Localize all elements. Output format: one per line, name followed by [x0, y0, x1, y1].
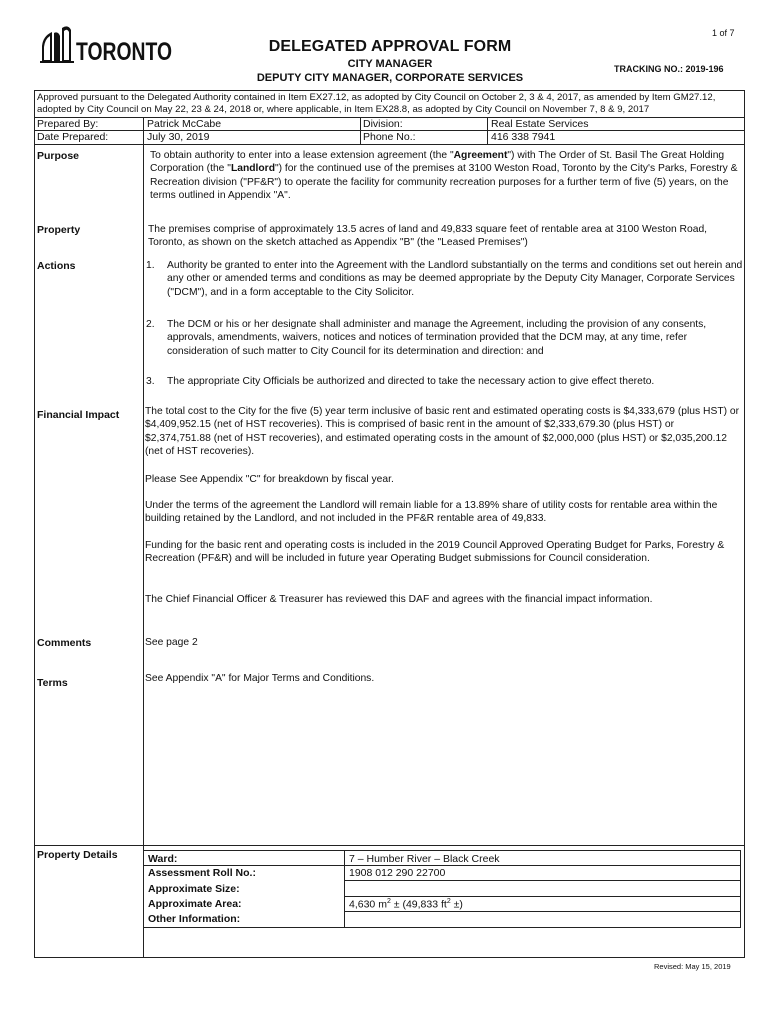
comments-text: See page 2: [145, 637, 198, 648]
financial-paragraph: Funding for the basic rent and operating costs is included in the 2019 Council Approved Operating Budget for Parks, Forestry & Recreation (PF&R) and will be included in future year Operating Budget submissions for Council consideration.: [145, 540, 725, 565]
revised-date: Revised: May 15, 2019: [654, 962, 731, 971]
action-item: Authority be granted to enter into the Agreement with the Landlord substantially on the terms and conditions set out herein and any other or amended terms and conditions as may be deemed appropriate by the Deputy City Manager, Corporate Services ("DCM"), and in a form acceptable to the City Solicitor.: [167, 260, 743, 298]
prepared-by-label: Prepared By:: [37, 118, 99, 130]
action-number: 1.: [146, 260, 155, 271]
date-prepared-label: Date Prepared:: [37, 131, 109, 143]
property-label: Property: [37, 224, 81, 236]
ward-label: Ward:: [148, 853, 178, 865]
approximate-area-label: Approximate Area:: [148, 898, 242, 910]
action-item: The DCM or his or her designate shall administer and manage the Agreement, including the provision of any consents, approvals, amendments, waivers, notices and notices of termination provided that the DCM may, at any time, refer consideration of such matter to City Council for its determination and direction: and: [167, 319, 707, 357]
divider: [34, 845, 745, 846]
approval-authority-text: Approved pursuant to the Delegated Authority contained in Item EX27.12, as adopted by City Council on October 2, 3 & 4, 2017, as amended by Item GM27.12, adopted by City Council on May 22, 23 & 24, 2018 or, where applicable, in Item EX28.8, as adopted by City Council on November 7, 8 & 9, 2017: [37, 92, 716, 115]
actions-label: Actions: [37, 260, 76, 272]
city-hall-logo-icon: [40, 24, 174, 64]
divider: [34, 144, 745, 145]
financial-paragraph: Please See Appendix "C" for breakdown by fiscal year.: [145, 474, 394, 485]
assessment-roll-label: Assessment Roll No.:: [148, 867, 256, 879]
financial-paragraph: Under the terms of the agreement the Landlord will remain liable for a 13.89% share of utility costs for rentable area within the building retained by the Landlord, and not included in the PF&R rentable area of 49,833.: [145, 500, 718, 525]
terms-text: See Appendix "A" for Major Terms and Conditions.: [145, 673, 375, 684]
approximate-area-value: 4,630 $m^2 \pm (49,833$ $ft^2$ ±): [349, 898, 463, 911]
purpose-label: Purpose: [37, 150, 80, 162]
column-divider: [360, 117, 361, 144]
form-subtitle-city-manager: CITY MANAGER: [347, 58, 433, 70]
action-item: The appropriate City Officials be authorized and directed to take the necessary action to give effect thereto.: [167, 376, 655, 387]
action-number: 2.: [146, 319, 155, 330]
financial-paragraph: The Chief Financial Officer & Treasurer has reviewed this DAF and agrees with the financial impact information.: [145, 594, 653, 605]
tracking-number: TRACKING NO.: 2019-196: [614, 64, 724, 74]
comments-label: Comments: [37, 637, 92, 649]
purpose-text: To obtain authority to enter into a lease extension agreement (the "Agreement") with The Order of St. Basil The Great Holding Corporation (the "Landlord") for the continued use of the premises at 3100 Weston Road, Toronto by the City's Parks, Forestry & Recreation division ("PF&R") to operate the facility for community recreation purposes for a further term of five (5) years, on the terms outlined in Appendix "A".: [150, 150, 738, 201]
division-label: Division:: [363, 118, 403, 130]
approximate-size-label: Approximate Size:: [148, 883, 240, 895]
property-text: The premises comprise of approximately 13.5 acres of land and 49,833 square feet of rentable area at 3100 Weston Road, Toronto, as shown on the sketch attached as Appendix "B" (the "Leased Premises"): [148, 224, 708, 249]
financial-paragraph: The total cost to the City for the five (5) year term inclusive of basic rent and estimated operating costs is $4,333,679 (plus HST) or $4,409,952.15 (net of HST recoveries). This is comprised of basic rent in the amount of $2,333,679.30 (plus HST) or $2,374,751.88 (net of HST recoveries), and estimated operating costs in the amount of $2,000,000 (plus HST) or $2,035,200.12 (net of HST recoveries).: [145, 406, 740, 457]
form-subtitle-deputy: DEPUTY CITY MANAGER, CORPORATE SERVICES: [256, 72, 524, 84]
terms-label: Terms: [37, 677, 68, 689]
financial-impact-label: Financial Impact: [37, 409, 120, 421]
toronto-logo: [40, 24, 174, 64]
phone-label: Phone No.:: [363, 131, 416, 143]
column-divider: [487, 117, 488, 144]
form-title: DELEGATED APPROVAL FORM: [268, 38, 512, 55]
svg-text:TORONTO: TORONTO: [76, 38, 172, 66]
division-value: Real Estate Services: [491, 118, 589, 130]
action-number: 3.: [146, 376, 155, 387]
prepared-by-value: Patrick McCabe: [147, 118, 222, 130]
date-prepared-value: July 30, 2019: [147, 131, 210, 143]
phone-value: 416 338 7941: [491, 131, 556, 143]
ward-value: 7 – Humber River – Black Creek: [349, 853, 500, 865]
column-divider: [143, 117, 144, 958]
assessment-roll-value: 1908 012 290 22700: [349, 867, 446, 879]
property-details-table: [143, 850, 741, 928]
property-details-label: Property Details: [37, 849, 118, 861]
page-number: 1 of 7: [712, 28, 735, 38]
other-information-label: Other Information:: [148, 913, 241, 925]
